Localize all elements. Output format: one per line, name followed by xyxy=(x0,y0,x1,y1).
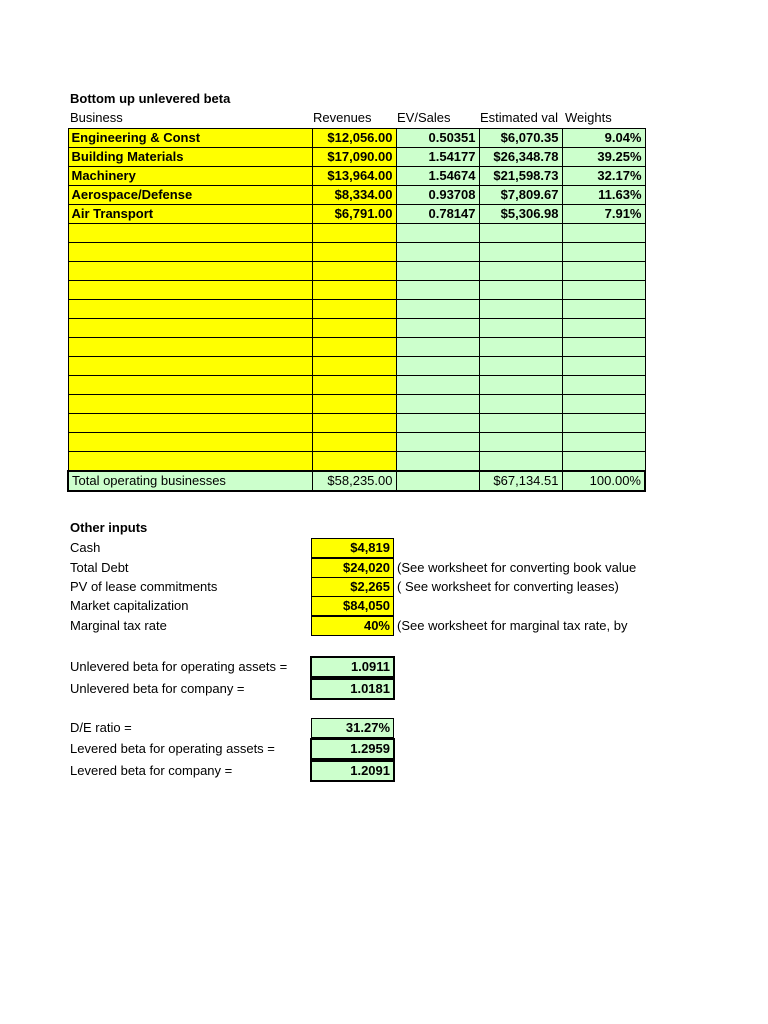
empty-cell[interactable] xyxy=(562,243,645,262)
empty-cell[interactable] xyxy=(479,357,562,376)
empty-cell[interactable] xyxy=(479,281,562,300)
table-row xyxy=(68,186,645,205)
cell-business[interactable]: Air Transport xyxy=(68,205,312,224)
empty-cell[interactable] xyxy=(396,433,479,452)
cell-weight[interactable]: 39.25% xyxy=(562,148,645,167)
empty-row xyxy=(68,433,645,452)
cell-ev-sales[interactable]: 1.54177 xyxy=(396,148,479,167)
empty-cell[interactable] xyxy=(68,319,312,338)
empty-cell[interactable] xyxy=(68,452,312,472)
pv-lease-label: PV of lease commitments xyxy=(70,579,218,594)
empty-cell[interactable] xyxy=(312,281,396,300)
empty-cell[interactable] xyxy=(479,262,562,281)
cell-revenues[interactable]: $8,334.00 xyxy=(312,186,396,205)
empty-cell[interactable] xyxy=(479,319,562,338)
empty-cell[interactable] xyxy=(479,414,562,433)
empty-cell[interactable] xyxy=(396,357,479,376)
cell-weight[interactable]: 11.63% xyxy=(562,186,645,205)
table-row xyxy=(68,167,645,186)
header-ev-sales: EV/Sales xyxy=(397,110,451,125)
other-inputs-heading: Other inputs xyxy=(70,520,148,535)
unlevered-company-value[interactable]: 1.0181 xyxy=(310,678,395,700)
empty-cell[interactable] xyxy=(479,224,562,243)
total-estimated-value[interactable]: $67,134.51 xyxy=(479,471,562,491)
cell-estimated-value[interactable]: $26,348.78 xyxy=(479,148,562,167)
cell-weight[interactable]: 9.04% xyxy=(562,129,645,148)
cell-estimated-value[interactable]: $5,306.98 xyxy=(479,205,562,224)
header-business: Business xyxy=(70,110,123,125)
empty-cell[interactable] xyxy=(312,319,396,338)
cell-revenues[interactable]: $13,964.00 xyxy=(312,167,396,186)
header-estimated-value: Estimated val xyxy=(480,110,559,125)
sheet-title: Bottom up unlevered beta xyxy=(70,91,231,106)
levered-company-value[interactable]: 1.2091 xyxy=(310,760,395,782)
unlevered-operating-label: Unlevered beta for operating assets = xyxy=(70,659,288,674)
de-ratio-value[interactable]: 31.27% xyxy=(311,718,394,738)
empty-cell[interactable] xyxy=(396,395,479,414)
total-label[interactable]: Total operating businesses xyxy=(68,471,312,491)
market-cap-input[interactable]: $84,050 xyxy=(311,596,394,616)
empty-cell[interactable] xyxy=(68,338,312,357)
empty-cell[interactable] xyxy=(562,433,645,452)
empty-cell[interactable] xyxy=(562,262,645,281)
header-revenues: Revenues xyxy=(313,110,372,125)
empty-cell[interactable] xyxy=(479,300,562,319)
cell-estimated-value[interactable]: $21,598.73 xyxy=(479,167,562,186)
empty-cell[interactable] xyxy=(396,452,479,472)
empty-cell[interactable] xyxy=(68,300,312,319)
levered-company-label: Levered beta for company = xyxy=(70,763,233,778)
empty-cell[interactable] xyxy=(562,395,645,414)
empty-cell[interactable] xyxy=(68,281,312,300)
empty-cell[interactable] xyxy=(312,452,396,472)
empty-cell[interactable] xyxy=(396,376,479,395)
empty-cell[interactable] xyxy=(479,452,562,472)
total-row xyxy=(68,471,645,491)
de-ratio-label: D/E ratio = xyxy=(70,720,132,735)
cell-business[interactable]: Machinery xyxy=(68,167,312,186)
cell-estimated-value[interactable]: $7,809.67 xyxy=(479,186,562,205)
cell-estimated-value[interactable]: $6,070.35 xyxy=(479,129,562,148)
empty-cell[interactable] xyxy=(312,300,396,319)
empty-cell[interactable] xyxy=(479,243,562,262)
empty-cell[interactable] xyxy=(396,243,479,262)
empty-cell[interactable] xyxy=(562,300,645,319)
cell-revenues[interactable]: $6,791.00 xyxy=(312,205,396,224)
empty-row xyxy=(68,224,645,243)
empty-cell[interactable] xyxy=(562,224,645,243)
empty-cell[interactable] xyxy=(479,433,562,452)
empty-cell[interactable] xyxy=(479,376,562,395)
header-weights: Weights xyxy=(565,110,612,125)
total-weight[interactable]: 100.00% xyxy=(562,471,645,491)
total-debt-input[interactable]: $24,020 xyxy=(311,558,394,578)
empty-cell[interactable] xyxy=(68,414,312,433)
empty-cell[interactable] xyxy=(68,395,312,414)
total-ev-sales[interactable] xyxy=(396,471,479,491)
empty-row xyxy=(68,376,645,395)
empty-cell[interactable] xyxy=(396,224,479,243)
empty-cell[interactable] xyxy=(396,414,479,433)
empty-row xyxy=(68,338,645,357)
empty-cell[interactable] xyxy=(68,357,312,376)
empty-cell[interactable] xyxy=(312,395,396,414)
business-table xyxy=(67,128,646,492)
empty-row xyxy=(68,300,645,319)
cell-business[interactable]: Engineering & Const xyxy=(68,129,312,148)
empty-cell[interactable] xyxy=(396,319,479,338)
empty-cell[interactable] xyxy=(68,433,312,452)
empty-cell[interactable] xyxy=(562,281,645,300)
empty-cell[interactable] xyxy=(479,338,562,357)
cash-label: Cash xyxy=(70,540,101,555)
empty-cell[interactable] xyxy=(396,338,479,357)
total-debt-label: Total Debt xyxy=(70,560,129,575)
table-row xyxy=(68,129,645,148)
empty-cell[interactable] xyxy=(562,338,645,357)
empty-cell[interactable] xyxy=(312,357,396,376)
unlevered-operating-value[interactable]: 1.0911 xyxy=(310,656,395,678)
empty-cell[interactable] xyxy=(68,376,312,395)
levered-operating-label: Levered beta for operating assets = xyxy=(70,741,275,756)
total-revenues[interactable]: $58,235.00 xyxy=(312,471,396,491)
empty-cell[interactable] xyxy=(312,433,396,452)
empty-row xyxy=(68,281,645,300)
table-row xyxy=(68,148,645,167)
empty-cell[interactable] xyxy=(68,224,312,243)
empty-cell[interactable] xyxy=(562,414,645,433)
cell-ev-sales[interactable]: 0.50351 xyxy=(396,129,479,148)
cell-ev-sales[interactable]: 0.93708 xyxy=(396,186,479,205)
tax-rate-input[interactable]: 40% xyxy=(311,616,394,636)
total-debt-note: (See worksheet for converting book value xyxy=(397,560,637,575)
empty-cell[interactable] xyxy=(396,300,479,319)
pv-lease-note: ( See worksheet for converting leases) xyxy=(397,579,619,594)
empty-row xyxy=(68,262,645,281)
empty-cell[interactable] xyxy=(312,262,396,281)
market-cap-label: Market capitalization xyxy=(70,598,189,613)
levered-operating-value[interactable]: 1.2959 xyxy=(310,738,395,760)
empty-row xyxy=(68,414,645,433)
empty-cell[interactable] xyxy=(312,376,396,395)
cell-ev-sales[interactable]: 0.78147 xyxy=(396,205,479,224)
cell-weight[interactable]: 32.17% xyxy=(562,167,645,186)
empty-cell[interactable] xyxy=(479,395,562,414)
cell-revenues[interactable]: $17,090.00 xyxy=(312,148,396,167)
empty-row xyxy=(68,319,645,338)
empty-cell[interactable] xyxy=(68,262,312,281)
tax-rate-note: (See worksheet for marginal tax rate, by xyxy=(397,618,628,633)
empty-row xyxy=(68,357,645,376)
cash-input[interactable]: $4,819 xyxy=(311,538,394,558)
cell-revenues[interactable]: $12,056.00 xyxy=(312,129,396,148)
empty-cell[interactable] xyxy=(312,414,396,433)
empty-cell[interactable] xyxy=(396,281,479,300)
cell-weight[interactable]: 7.91% xyxy=(562,205,645,224)
empty-cell[interactable] xyxy=(312,224,396,243)
empty-row xyxy=(68,452,645,472)
cell-ev-sales[interactable]: 1.54674 xyxy=(396,167,479,186)
cell-business[interactable]: Building Materials xyxy=(68,148,312,167)
empty-row xyxy=(68,243,645,262)
table-row xyxy=(68,205,645,224)
empty-cell[interactable] xyxy=(396,262,479,281)
empty-cell[interactable] xyxy=(562,319,645,338)
empty-cell[interactable] xyxy=(312,338,396,357)
empty-cell[interactable] xyxy=(562,357,645,376)
empty-cell[interactable] xyxy=(562,452,645,472)
tax-rate-label: Marginal tax rate xyxy=(70,618,167,633)
pv-lease-input[interactable]: $2,265 xyxy=(311,577,394,597)
empty-cell[interactable] xyxy=(68,243,312,262)
empty-cell[interactable] xyxy=(562,376,645,395)
unlevered-company-label: Unlevered beta for company = xyxy=(70,681,245,696)
cell-business[interactable]: Aerospace/Defense xyxy=(68,186,312,205)
empty-row xyxy=(68,395,645,414)
empty-cell[interactable] xyxy=(312,243,396,262)
